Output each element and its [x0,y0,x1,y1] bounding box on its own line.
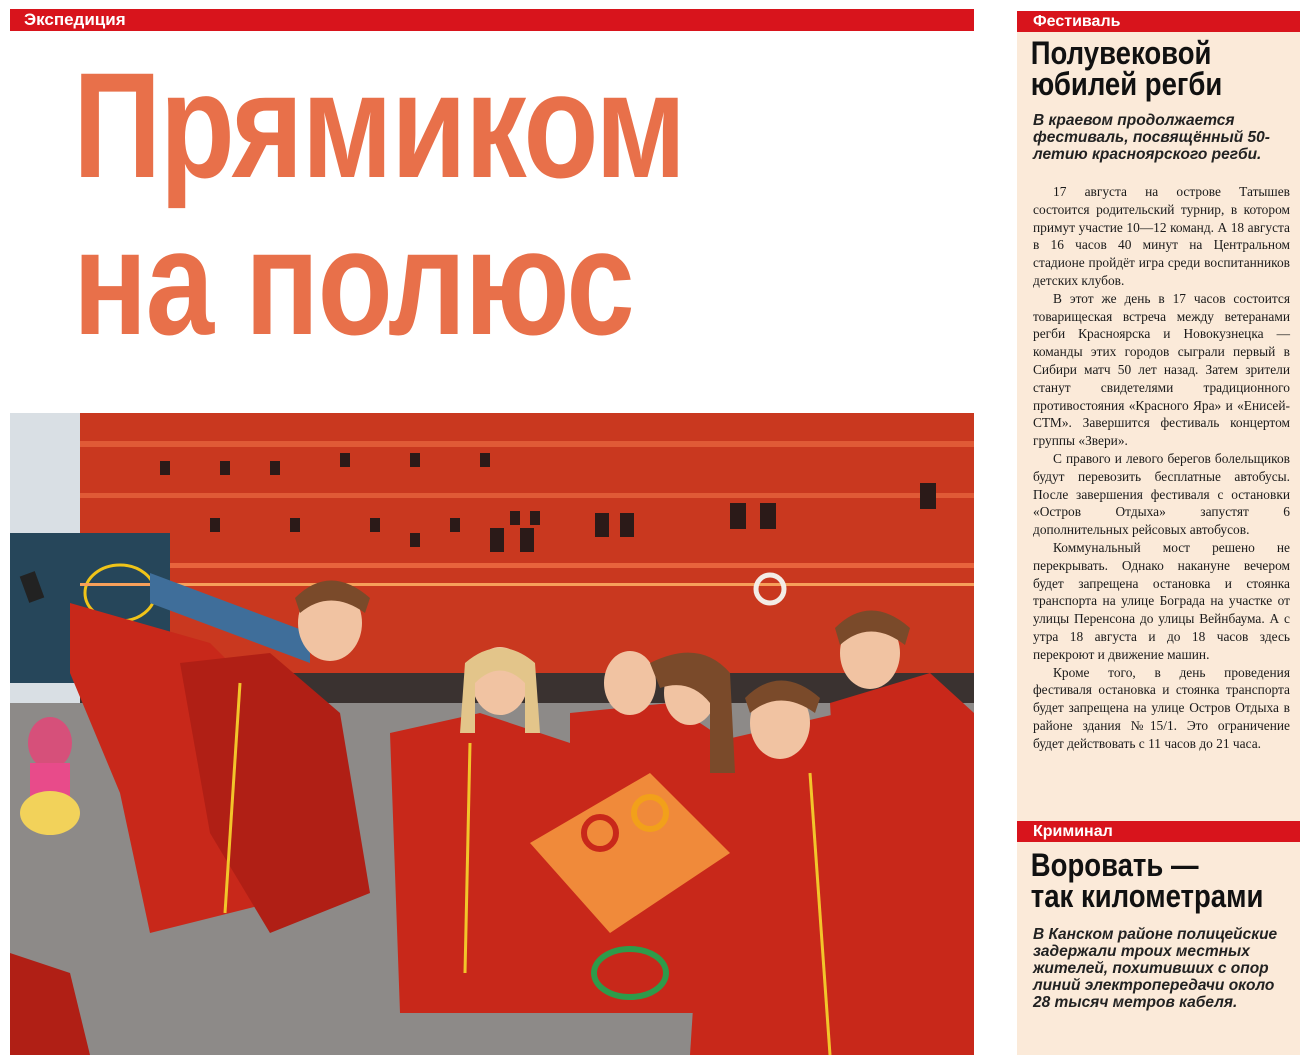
article-paragraph: Кроме того, в день проведения фестиваля остановка и стоянка транспорта будет запрещена на улице Остров Отдыха в районе здания №15/1. Это ограничение будет действовать с 11 часов до 21 часа. [1033,664,1290,751]
article-title-line-1: Воровать — [1030,847,1199,883]
article-lead: В краевом продолжается фестиваль, посвящённый 50-летию красноярского регби. [1033,112,1270,163]
sidebar-article-festival [1017,11,1300,753]
photo-illustration [10,413,974,1055]
article-paragraph: Коммунальный мост решено не перекрывать. Однако накануне вечером будет запрещена остановка и стоянка транспорта на улице Бограда на участке от улицы Перенсона до улицы Вейнбаума. А с утра 18 августа и до 18 часов здесь перекроют и движение машин. [1033,539,1290,662]
sidebar-rubric-crime [1017,821,1300,842]
article-paragraph: С правого и левого берегов болельщиков будут перевозить бесплатные автобусы. После завершения фестиваля с остановки «Остров Отдыха» запустят 6 дополнительных рейсовых автобусов. [1033,450,1290,538]
main-article [10,9,974,1055]
article-title [1017,32,1300,100]
main-headline [73,41,811,366]
main-rubric-bar [10,9,974,31]
article-title-line-1: Полувековой [1030,35,1212,71]
headline-line-2: на полюс [73,198,634,366]
article-body [1017,163,1300,753]
article-lead: В Канском районе полицейские задержали троих местных жителей, похитивших с опор линий электропередачи около 28 тысяч метров кабеля. [1033,926,1278,1011]
article-paragraph: В этот же день в 17 часов состоится товарищеская встреча между ветеранами регби Красноярска и Новокузнецка — команды этих городов сыграли первый в Сибири матч 50 лет назад. Затем зрители станут свидетелями традиционного противостояния «Красного Яра» и «Енисей-СТМ». Завершится фестиваль концертом группы «Звери». [1033,290,1290,449]
article-title [1017,842,1300,912]
article-paragraph: 17 августа на острове Татышев состоится родительский турнир, в котором примут участие 10—12 команд. А 18 августа в 16 часов 40 минут на Центральном стадионе пройдёт игра среди воспитанников детских клубов. [1033,184,1290,288]
headline-line-1: Прямиком [73,41,685,209]
sidebar-article-crime [1017,821,1300,1011]
article-title-line-2: юбилей регби [1030,66,1223,102]
sidebar [1017,11,1300,1055]
article-title-line-2: так километрами [1030,878,1264,914]
sidebar-rubric-festival [1017,11,1300,32]
main-photo [10,413,974,1055]
main-rubric-label: Экспедиция [24,10,126,29]
sidebar-rubric-label: Криминал [1033,823,1113,840]
sidebar-rubric-label: Фестиваль [1033,13,1121,30]
